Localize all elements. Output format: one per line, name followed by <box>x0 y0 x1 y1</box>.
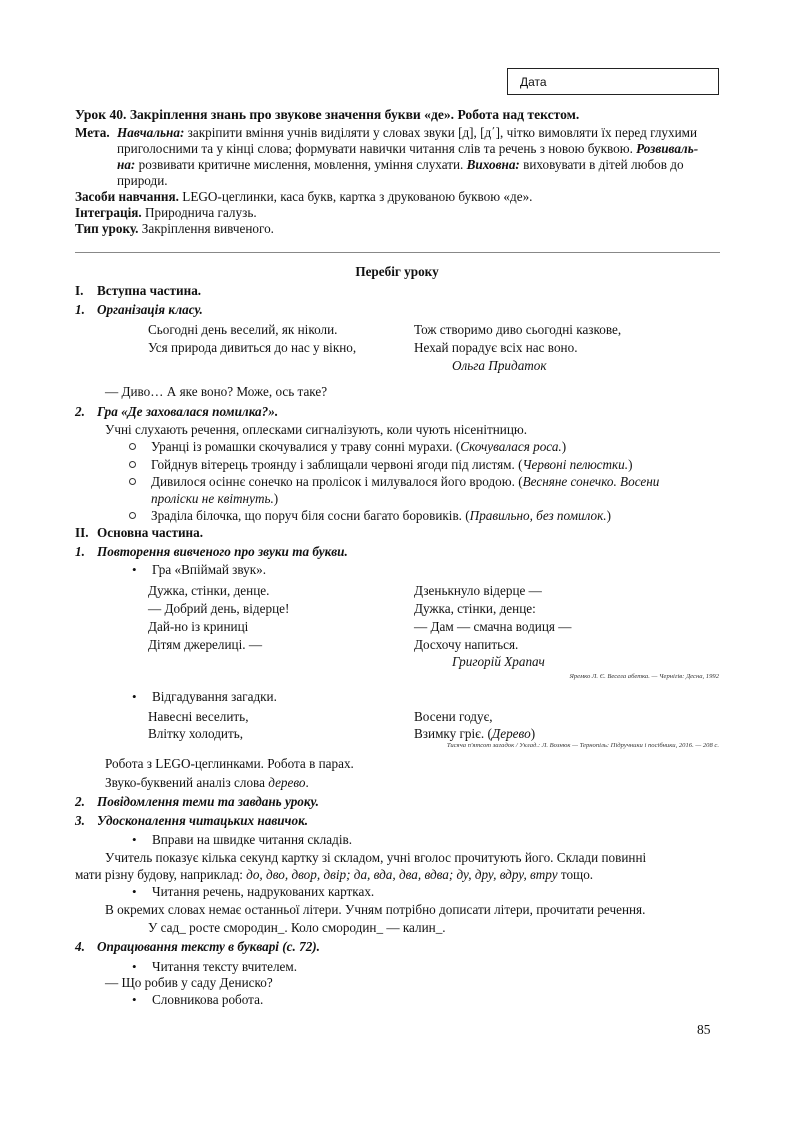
section-1-1-number: 1. <box>75 302 85 317</box>
goal-educational-text: закріпити вміння учнів виділяти у словах звуки [д], [д΄], чітко вимовляти їх перед глухими <box>184 125 698 140</box>
sentence-2-close: ) <box>628 457 633 472</box>
lesson-type-line <box>75 220 274 237</box>
goal-educational-label: Навчальна: <box>117 125 185 140</box>
vocabulary-work: • Словникова робота. <box>152 991 263 1008</box>
goal-line-2 <box>117 140 698 157</box>
date-field <box>507 68 719 95</box>
means-line <box>75 188 532 205</box>
sentence-3-text: Дивилося осіннє сонечко на пролісок і милувалося його вродою. ( <box>151 474 523 489</box>
game-intro: Учні слухають речення, оплесками сигналізують, коли чують нісенітницю. <box>105 422 528 437</box>
poem1-right-1: Тож створимо диво сьогодні казкове, <box>414 322 622 337</box>
course-heading: Перебіг уроку <box>355 264 439 279</box>
riddle-source: Тисяча п'ятсот загадок / Уклад.: Л. Вознюк — Тернопіль: Підручники і посібники, 2016. — 208 с. <box>446 742 719 749</box>
poem2-left-1: Дужка, стінки, денце. <box>148 583 270 598</box>
sentences-reading: • Читання речень, надрукованих картках. <box>152 883 374 900</box>
riddle-right-2-text: Взимку гріє. ( <box>414 726 492 741</box>
poem2-right-3: — Дам — смачна водиця — <box>414 619 572 634</box>
teacher-text-2-start: мати різну будову, наприклад: <box>75 867 247 882</box>
teacher-text-2-end: тощо. <box>557 867 594 882</box>
goal-line-3 <box>117 156 684 173</box>
lesson-title: Урок 40. Закріплення знань про звукове значення букви «де». Робота над текстом. <box>75 107 580 122</box>
section-2-2-number: 2. <box>75 794 85 809</box>
teacher-reading: • Читання тексту вчителем. <box>152 958 297 975</box>
sentence-1-close: ) <box>561 439 567 454</box>
sentence-3-cont <box>151 490 278 507</box>
sentence-3-answer: Весняне сонечко. Восени <box>522 474 660 489</box>
section-2-4-number: 4. <box>75 939 85 954</box>
lego-work: Робота з LEGO-цеглинками. Робота в парах. <box>105 756 354 771</box>
poem1-right-2: Нехай порадує всіх нас воно. <box>414 340 578 355</box>
section-2-1-number: 1. <box>75 544 85 559</box>
sentence-4-close: ) <box>606 508 612 523</box>
sentence-2-answer: Червоні пелюстки. <box>522 457 629 472</box>
goal-developmental-text: розвивати критичне мислення, мовлення, уміння слухати. <box>135 157 464 172</box>
section-2-number: II. <box>75 525 89 540</box>
riddle-answer: Дерево <box>491 726 531 741</box>
question-line: — Що робив у саду Дениско? <box>105 975 273 990</box>
page-number: 85 <box>697 1022 711 1037</box>
poem2-left-4: Дітям джерелиці. — <box>148 637 263 652</box>
poem2-author: Григорій Храпач <box>452 654 545 669</box>
riddle-right-2 <box>414 725 535 742</box>
riddle-close: ) <box>530 726 536 741</box>
teacher-text-2 <box>75 866 593 883</box>
poem1-left-2: Уся природа дивиться до нас у вікно, <box>148 340 357 355</box>
catch-sound-game: • Гра «Впіймай звук». <box>152 561 266 578</box>
goal-developmental-label: Розвиваль- <box>632 141 699 156</box>
sentence-1-answer: Скочувалася роса. <box>460 439 562 454</box>
poem1-author: Ольга Придаток <box>452 358 547 373</box>
sentence-1 <box>151 438 566 455</box>
sound-analysis <box>105 774 309 791</box>
dialog-line-1: — Диво… А яке воно? Може, ось таке? <box>105 384 328 399</box>
section-1-2-number: 2. <box>75 404 85 419</box>
sentence-4 <box>151 507 611 524</box>
integration-label: Інтеграція. <box>75 205 142 220</box>
section-1-1-title: Організація класу. <box>97 302 203 317</box>
section-2-title: Основна частина. <box>97 525 204 540</box>
goal-line-1 <box>75 124 110 141</box>
integration-line <box>75 204 257 221</box>
means-text: LEGO-цеглинки, каса букв, картка з друкованою буквою «де». <box>178 189 533 204</box>
sentence-2 <box>151 456 632 473</box>
divider <box>75 252 720 253</box>
section-2-2-title: Повідомлення теми та завдань уроку. <box>97 794 319 809</box>
poem2-right-1: Дзенькнуло відерце — <box>414 583 542 598</box>
poem1-left-1: Сьогодні день веселий, як ніколи. <box>148 322 338 337</box>
missing-letter-task: В окремих словах немає останньої літери. Учням потрібно дописати літери, прочитати речення. <box>105 902 646 917</box>
riddle-right-1: Восени годує, <box>414 709 493 724</box>
teacher-text-1: Учитель показує кілька секунд картку зі складом, учні вголос прочитують його. Склади повинні <box>105 850 647 865</box>
sentence-3 <box>151 473 659 490</box>
goal-developmental-label-end: на: <box>117 157 136 172</box>
section-2-4-title: Опрацювання тексту в букварі (с. 72). <box>97 939 320 954</box>
lesson-type-label: Тип уроку. <box>75 221 139 236</box>
sentence-1-text: Уранці із ромашки скочувалися у траву сонні мурахи. ( <box>151 439 461 454</box>
section-2-3-number: 3. <box>75 813 85 828</box>
goal-line-1-text <box>117 124 697 141</box>
sentence-2-text: Гойднув вітерець троянду і заблищали червоні ягоди під листям. ( <box>151 457 523 472</box>
section-2-1-title: Повторення вивченого про звуки та букви. <box>97 544 348 559</box>
date-label: Дата <box>520 75 547 89</box>
poem2-left-3: Дай-но із криниці <box>148 619 249 634</box>
goal-upbringing-text: виховувати в дітей любов до <box>519 157 684 172</box>
riddle-left-1: Навесні веселить, <box>148 709 249 724</box>
syllables-exercise: • Вправи на швидке читання складів. <box>152 831 352 848</box>
riddle-left-2: Влітку холодить, <box>148 726 244 741</box>
sentence-3-close: ) <box>273 491 279 506</box>
poem2-left-2: — Добрий день, відерце! <box>148 601 290 616</box>
section-1-2-title: Гра «Де заховалася помилка?». <box>97 404 279 419</box>
sentence-3-answer-cont: проліски не квітнуть. <box>151 491 274 506</box>
lesson-type-text: Закріплення вивченого. <box>138 221 274 236</box>
sentence-4-text: Зраділа білочка, що поруч біля сосни багато боровиків. ( <box>151 508 470 523</box>
goal-label: Мета. <box>75 125 110 140</box>
section-1-number: I. <box>75 283 84 298</box>
sound-analysis-word: дерево <box>268 775 306 790</box>
fill-line: У сад_ росте смородин_. Коло смородин_ — калин_. <box>148 920 446 935</box>
goal-line-4: природи. <box>117 173 168 188</box>
section-2-3-title: Удосконалення читацьких навичок. <box>97 813 309 828</box>
goal-line-2-text: приголосними та у кінці слова; формувати навички читання слів та речень з новою буквою. <box>117 141 633 156</box>
poem2-source: Яремко Л. Є. Весела абетка. — Чернігів: Десна, 1992 <box>569 673 719 680</box>
sentence-4-answer: Правильно, без помилок. <box>469 508 607 523</box>
poem2-right-2: Дужка, стінки, денце: <box>414 601 536 616</box>
goal-upbringing-label: Виховна: <box>463 157 520 172</box>
means-label: Засоби навчання. <box>75 189 179 204</box>
poem2-right-4: Досхочу напиться. <box>414 637 519 652</box>
riddle-label: • Відгадування загадки. <box>152 688 277 705</box>
sound-analysis-text: Звуко-буквений аналіз слова <box>105 775 269 790</box>
integration-text: Природнича галузь. <box>141 205 257 220</box>
syllable-examples: до, дво, двор, двір; да, вда, два, вдва; ду, дру, вдру, втру <box>246 867 558 882</box>
sound-analysis-end: . <box>305 775 309 790</box>
section-1-title: Вступна частина. <box>97 283 202 298</box>
